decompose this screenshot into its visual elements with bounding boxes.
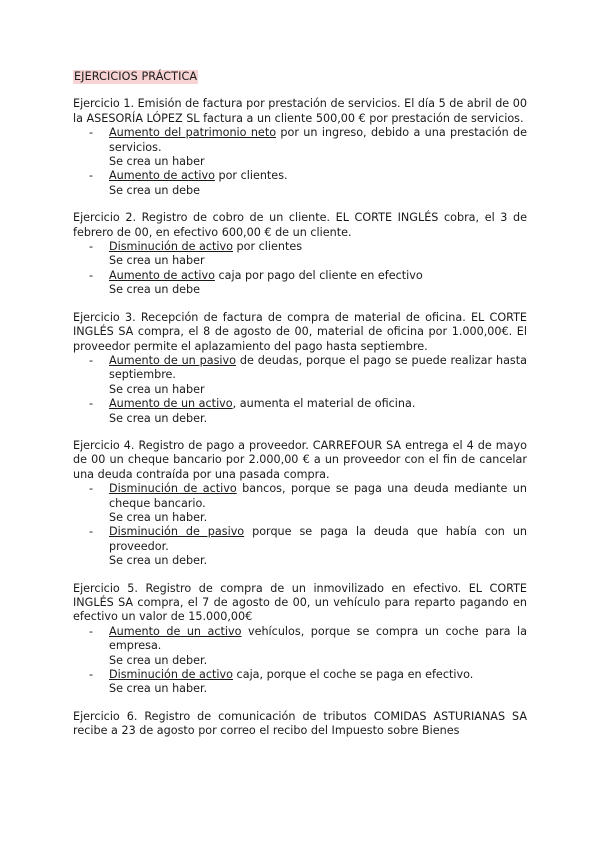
underlined-term: Disminución de activo [109, 240, 233, 254]
item-text: vehículos, porque se compra un coche para la empresa. [109, 624, 527, 653]
list-dash: - [89, 624, 94, 638]
list-item [73, 126, 527, 169]
item-note: Se crea un haber [109, 382, 205, 396]
underlined-term: Aumento de un activo [109, 397, 233, 411]
list-item [73, 525, 527, 568]
list-dash: - [89, 126, 94, 140]
exercise-items [73, 240, 527, 298]
exercise-heading: Ejercicio 3. Recepción de factura de compra de material de oficina. EL CORTE INGLÉS SA compra, el 8 de agosto de 00, material de oficina por 1.000,00€. El proveedor permite el aplazamiento del pago hasta septiembre. [73, 310, 527, 353]
underlined-term: Aumento de un activo [109, 624, 242, 638]
list-dash: - [89, 353, 94, 367]
exercise-5 [73, 582, 527, 697]
exercise-list [73, 97, 527, 738]
list-item [73, 397, 527, 426]
item-text: de deudas, porque el pago se puede realizar hasta septiembre. [109, 353, 527, 382]
item-text: por un ingreso, debido a una prestación de servicios. [109, 126, 527, 154]
exercise-3 [73, 311, 527, 426]
item-text: porque se paga la deuda que había con un proveedor. [109, 525, 527, 553]
list-item [73, 482, 527, 525]
underlined-term: Aumento de activo [109, 268, 215, 282]
list-dash: - [89, 668, 94, 682]
item-note: Se crea un haber [109, 155, 205, 169]
item-text: por clientes. [214, 169, 288, 183]
list-dash: - [89, 240, 94, 254]
item-note: Se crea un haber [109, 254, 205, 268]
item-text: caja, porque el coche se paga en efectivo. [233, 668, 474, 682]
underlined-term: Disminución de activo [109, 668, 233, 682]
item-text: por clientes [233, 240, 303, 254]
list-dash: - [89, 268, 94, 282]
item-text: caja por pago del cliente en efectivo [214, 268, 423, 282]
item-note: Se crea un deber. [109, 653, 208, 667]
underlined-term: Aumento de un pasivo [109, 353, 236, 367]
list-dash: - [89, 169, 94, 183]
list-dash: - [89, 482, 94, 496]
exercise-heading: Ejercicio 2. Registro de cobro de un cliente. EL CORTE INGLÉS cobra, el 3 de febrero de 00, en efectivo 600,00 € de un cliente. [73, 211, 527, 239]
item-note: Se crea un deber. [109, 554, 208, 568]
exercise-1 [73, 97, 527, 198]
item-note: Se crea un deber. [109, 411, 208, 425]
list-item [73, 668, 527, 697]
item-note: Se crea un debe [109, 183, 201, 197]
underlined-term: Aumento del patrimonio neto [109, 126, 277, 140]
exercise-6 [73, 710, 527, 739]
item-note: Se crea un haber. [109, 510, 208, 524]
item-note: Se crea un debe [109, 283, 201, 297]
underlined-term: Aumento de activo [109, 169, 215, 183]
list-item [73, 240, 527, 269]
list-item [73, 269, 527, 298]
exercise-items [73, 354, 527, 426]
exercise-4 [73, 439, 527, 569]
item-text: , aumenta el material de oficina. [232, 397, 416, 411]
item-note: Se crea un haber. [109, 682, 208, 696]
exercise-heading: Ejercicio 5. Registro de compra de un inmovilizado en efectivo. EL CORTE INGLÉS SA compra, el 7 de agosto de 00, un vehículo para reparto pagando en efectivo un valor de 15.000,00€ [73, 581, 527, 624]
list-item [73, 625, 527, 668]
exercise-heading: Ejercicio 6. Registro de comunicación de tributos COMIDAS ASTURIANAS SA recibe a 23 de agosto por correo el recibo del Impuesto sobre Bienes [73, 709, 527, 738]
exercise-heading: Ejercicio 1. Emisión de factura por prestación de servicios. El día 5 de abril de 00 la ASESORÍA LÓPEZ SL factura a un cliente 500,00 € por prestación de servicios. [73, 97, 527, 125]
list-item [73, 169, 527, 198]
exercise-2 [73, 211, 527, 297]
list-dash: - [89, 525, 94, 539]
page-title: EJERCICIOS PRÁCTICA [74, 70, 198, 83]
underlined-term: Disminución de activo [109, 482, 237, 496]
underlined-term: Disminución de pasivo [109, 525, 245, 539]
item-text: bancos, porque se paga una deuda mediante un cheque bancario. [109, 482, 527, 510]
list-dash: - [89, 397, 94, 411]
exercise-items [73, 126, 527, 198]
exercise-items [73, 482, 527, 568]
document-content [73, 70, 527, 752]
list-item [73, 354, 527, 397]
exercise-heading: Ejercicio 4. Registro de pago a proveedor. CARREFOUR SA entrega el 4 de mayo de 00 un cheque bancario por 2.000,00 € a un proveedor con el fin de cancelar una deuda contraída por una pasada compra. [73, 438, 527, 481]
exercise-items [73, 625, 527, 697]
